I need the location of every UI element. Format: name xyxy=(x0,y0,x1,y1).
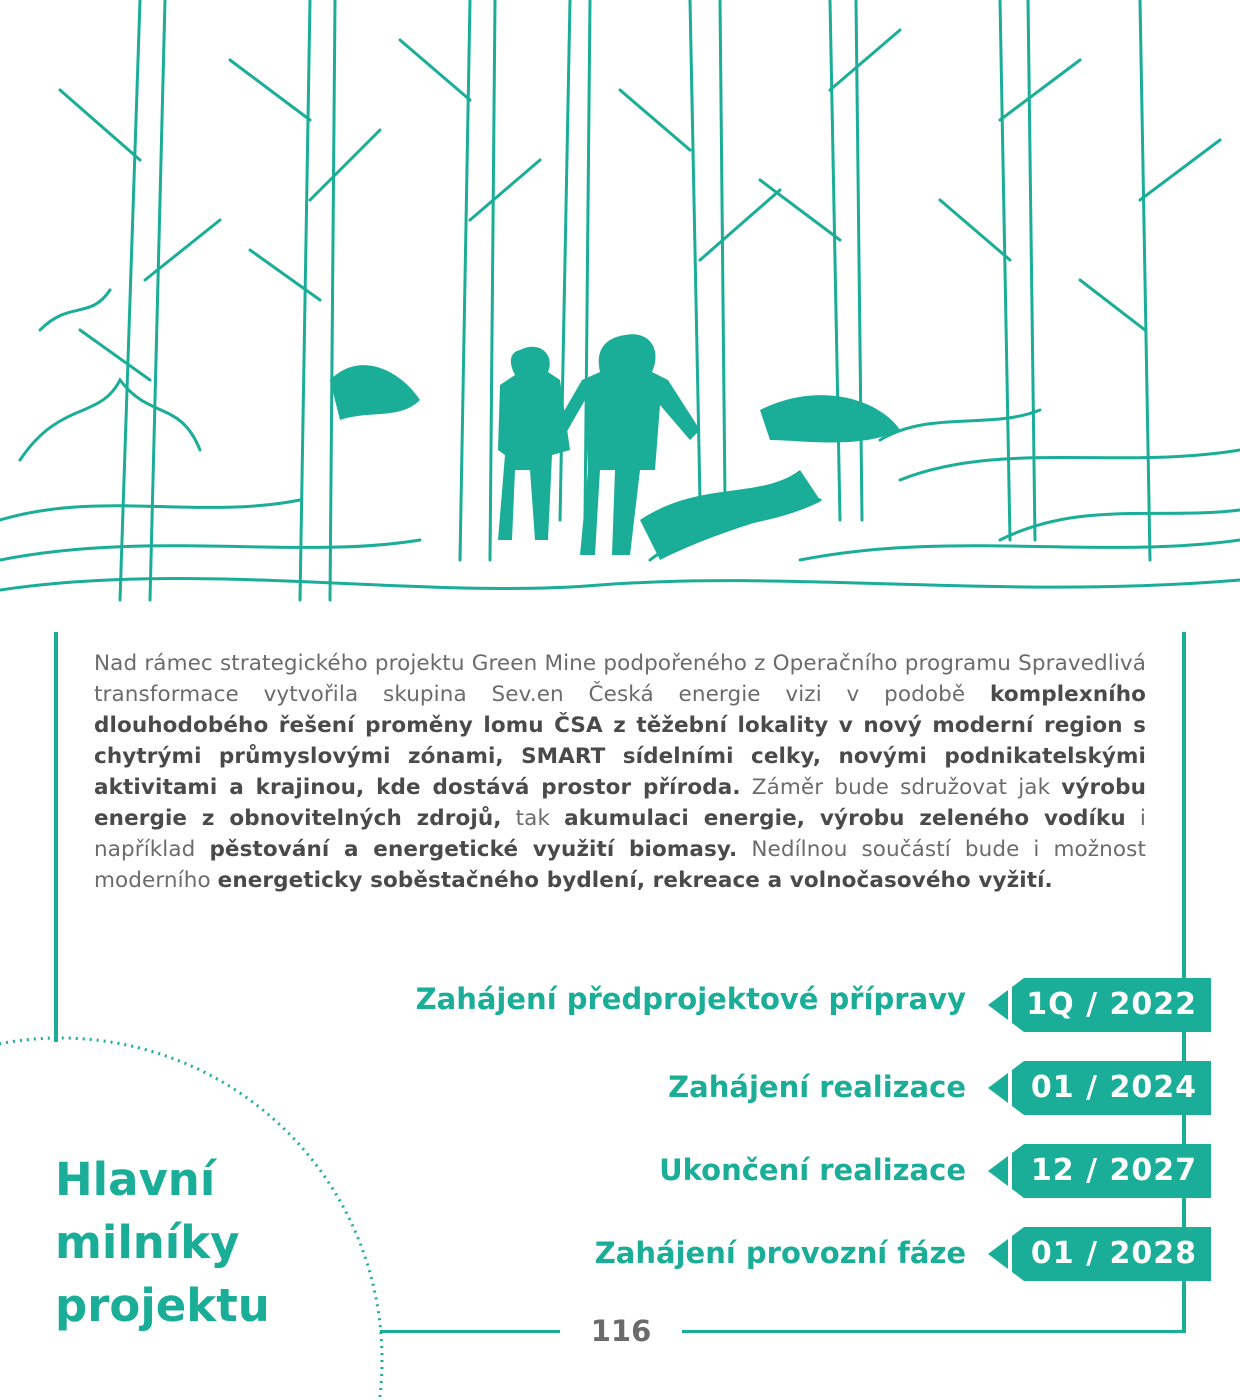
heading-line-3: projektu xyxy=(55,1279,270,1332)
milestone-date-tag-2 xyxy=(988,1061,1211,1115)
emphasized-text: komplexního dlouhodobého řešení proměny lomu ČSA z těžební lokality v nový moderní region s chytrými průmyslovými zónami, SMART sídelními celky, novými podnikatelskými aktivitami a krajinou, kde dostává prostor příroda. xyxy=(94,682,1146,800)
frame-line-left xyxy=(54,632,58,1042)
heading-line-2: milníky xyxy=(55,1216,240,1269)
forest-illustration xyxy=(0,0,1240,610)
milestone-date-tag-4 xyxy=(988,1227,1211,1281)
emphasized-text: výrobu energie z obnovitelných zdrojů, xyxy=(94,775,1146,831)
page-number: 116 xyxy=(560,1314,682,1348)
milestone-date-tag-3 xyxy=(988,1144,1211,1198)
body-text: tak xyxy=(501,806,565,831)
emphasized-text: energeticky soběstačného bydlení, rekreace a volnočasového vyžití. xyxy=(217,868,1053,893)
milestone-date-tag-1 xyxy=(988,978,1211,1032)
milestone-date-3: 12 / 2027 xyxy=(1030,1153,1197,1188)
milestone-label-4: Zahájení provozní fáze xyxy=(594,1236,966,1270)
emphasized-text: pěstování a energetické využití biomasy. xyxy=(209,837,738,862)
milestone-date-2: 01 / 2024 xyxy=(1030,1070,1197,1105)
milestone-label-2: Zahájení realizace xyxy=(668,1070,966,1104)
emphasized-text: akumulaci energie, výrobu zeleného vodíku xyxy=(564,806,1126,831)
heading-line-1: Hlavní xyxy=(55,1153,216,1206)
body-text: Nad rámec strategického projektu Green Mine podpořeného z Operačního programu Spravedlivá transformace vytvořila skupina Sev.en Česká energie vizi v podobě xyxy=(94,651,1146,707)
body-text: Záměr bude sdružovat jak xyxy=(740,775,1062,800)
frame-line-bottom xyxy=(380,1330,1186,1333)
intro-paragraph xyxy=(94,648,1146,896)
milestone-label-1: Zahájení předprojektové přípravy xyxy=(415,982,966,1016)
body-text: i například xyxy=(94,806,1146,862)
milestone-label-3: Ukončení realizace xyxy=(659,1153,966,1187)
section-heading xyxy=(55,1148,270,1337)
body-text: Nedílnou součástí bude i možnost moderního xyxy=(94,837,1146,893)
milestone-date-1: 1Q / 2022 xyxy=(1026,987,1197,1022)
milestone-date-4: 01 / 2028 xyxy=(1030,1236,1197,1271)
